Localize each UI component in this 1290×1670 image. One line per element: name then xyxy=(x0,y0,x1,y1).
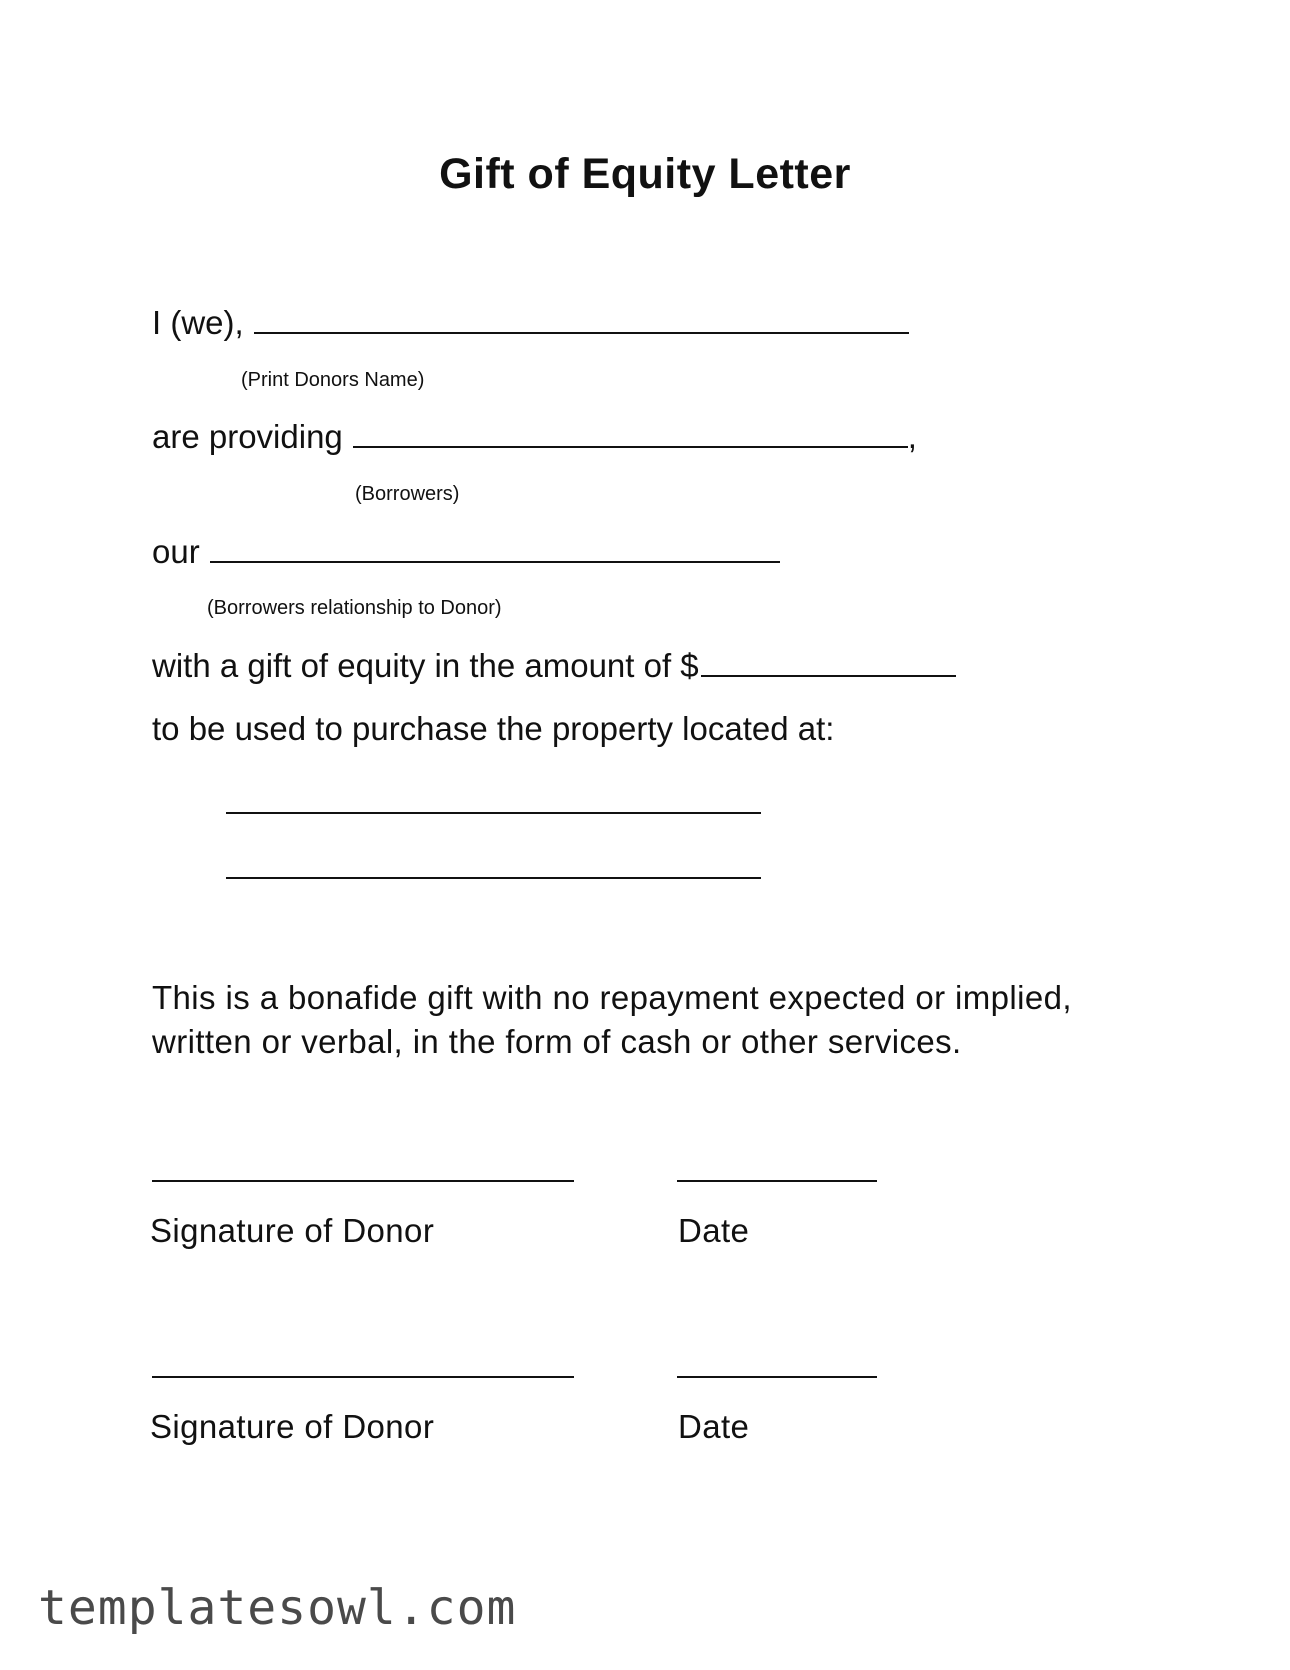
relationship-line xyxy=(152,531,780,571)
relationship-caption: (Borrowers relationship to Donor) xyxy=(207,597,502,619)
gift-statement-line-1: This is a bonafide gift with no repayment expected or implied, xyxy=(152,979,1072,1016)
date-label-2: Date xyxy=(678,1408,750,1445)
date-field-1[interactable] xyxy=(677,1180,877,1182)
signature-label-2: Signature of Donor xyxy=(150,1408,435,1445)
donor-name-caption: (Print Donors Name) xyxy=(241,369,425,391)
gift-statement-line-2: written or verbal, in the form of cash or other services. xyxy=(152,1023,962,1060)
property-address-field-2[interactable] xyxy=(226,877,761,879)
watermark: templatesowl.com xyxy=(38,1580,517,1636)
property-intro: to be used to purchase the property located at: xyxy=(152,710,835,747)
date-field-2[interactable] xyxy=(677,1376,877,1378)
page-title: Gift of Equity Letter xyxy=(439,150,851,198)
borrowers-line xyxy=(152,416,917,456)
donor-signature-field-1[interactable] xyxy=(152,1180,574,1182)
amount-line xyxy=(152,645,956,685)
borrowers-prefix: are providing xyxy=(152,418,343,455)
donor-name-prefix: I (we), xyxy=(152,304,244,341)
donor-signature-field-2[interactable] xyxy=(152,1376,574,1378)
borrowers-suffix: , xyxy=(907,418,917,455)
relationship-prefix: our xyxy=(152,533,200,570)
donor-name-line xyxy=(152,302,909,342)
gift-statement xyxy=(152,976,1112,1064)
donor-name-field[interactable] xyxy=(254,302,909,334)
borrowers-caption: (Borrowers) xyxy=(355,483,460,505)
amount-field[interactable] xyxy=(701,645,956,677)
relationship-field[interactable] xyxy=(210,531,780,563)
amount-prefix: with a gift of equity in the amount of $ xyxy=(152,647,699,684)
signature-label-1: Signature of Donor xyxy=(150,1212,435,1249)
date-label-1: Date xyxy=(678,1212,750,1249)
borrowers-field[interactable] xyxy=(353,416,908,448)
property-address-field-1[interactable] xyxy=(226,812,761,814)
